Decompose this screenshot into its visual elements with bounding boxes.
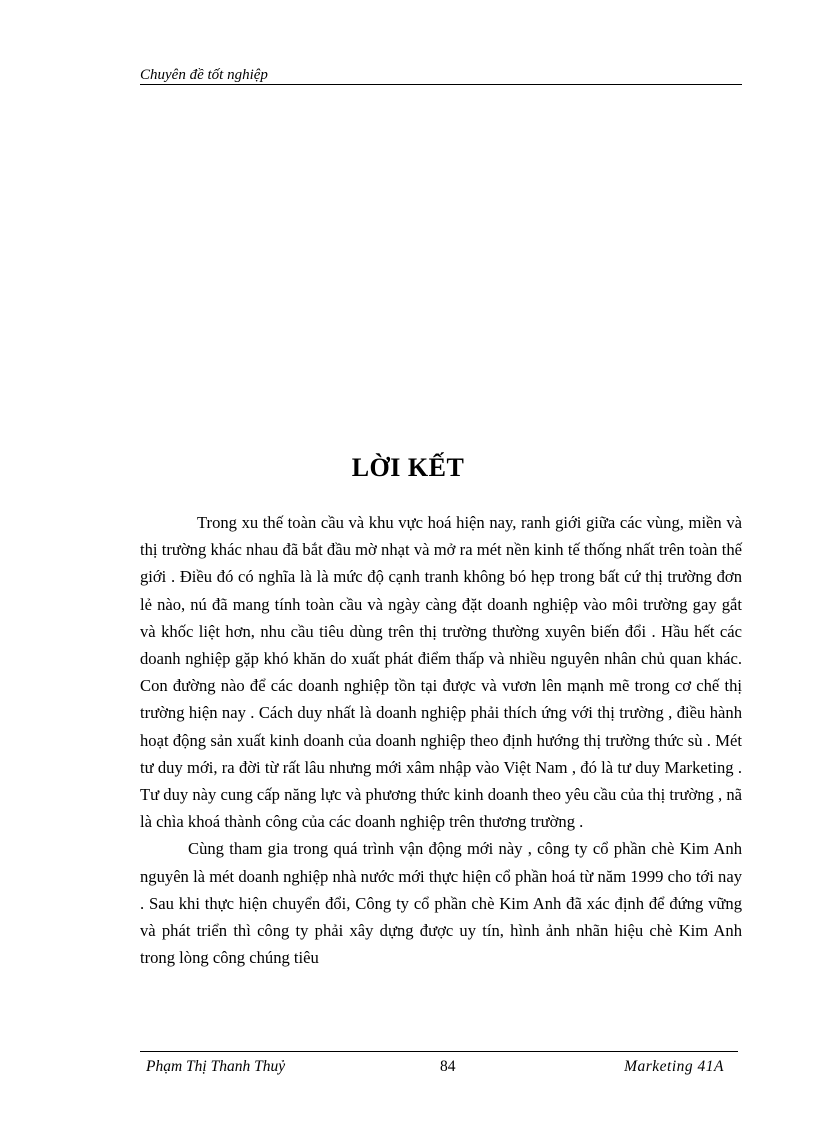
header-text: Chuyên đề tốt nghiệp (140, 67, 268, 83)
footer-department: Marketing 41A (624, 1058, 724, 1075)
running-header (140, 66, 742, 85)
paragraph-1: Trong xu thế toàn cầu và khu vực hoá hiện nay, ranh giới giữa các vùng, miền và thị trường khác nhau đã bắt đầu mờ nhạt và mở ra mét nền kinh tế thống nhất trên toàn thế giới . Điều đó có nghĩa là là mức độ cạnh tranh không bó hẹp trong bất cứ thị trường đơn lẻ nào, nú đã mang tính toàn cầu và ngày càng đặt doanh nghiệp vào môi trường gay gắt và khốc liệt hơn, nhu cầu tiêu dùng trên thị trường thường xuyên biến đổi . Hầu hết các doanh nghiệp gặp khó khăn do xuất phát điểm thấp và nhiều nguyên nhân chủ quan khác. Con đường nào để các doanh nghiệp tồn tại được và vươn lên mạnh mẽ trong cơ chế thị trường hiện nay . Cách duy nhất là doanh nghiệp phải thích ứng với thị trường , điều hành hoạt động sản xuất kinh doanh của doanh nghiệp theo định hướng thị trường thức sù . Mét tư duy mới, ra đời từ rất lâu nhưng mới xâm nhập vào Việt Nam , đó là tư duy Marketing . Tư duy này cung cấp năng lực và phương thức kinh doanh theo yêu cầu của thị trường , nã là chìa khoá thành công của các doanh nghiệp trên thương trường . (140, 513, 742, 832)
running-footer (140, 1051, 738, 1080)
paragraph-2: Cùng tham gia trong quá trình vận động mới này , công ty cổ phần chè Kim Anh nguyên là mét doanh nghiệp nhà nước mới thực hiện cổ phần hoá từ năm 1999 cho tới nay . Sau khi thực hiện chuyển đổi, Công ty cổ phần chè Kim Anh đã xác định để đứng vững và phát triển thì công ty phải xây dựng được uy tín, hình ảnh nhãn hiệu chè Kim Anh trong lòng công chúng tiêu (140, 839, 742, 968)
body-text (140, 509, 742, 971)
page-number: 84 (440, 1058, 456, 1075)
footer-author: Phạm Thị Thanh Thuỷ (146, 1058, 286, 1075)
section-title: LỜI KẾT (351, 453, 465, 482)
